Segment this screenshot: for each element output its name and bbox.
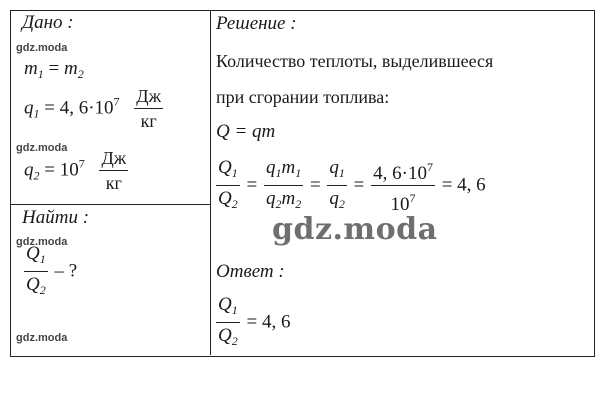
heat-formula: Q = qm (216, 121, 276, 142)
find-expression (22, 243, 77, 301)
sub: 2 (33, 168, 40, 183)
find-fraction (24, 243, 48, 301)
fraction-q1m1-q2m2: $\frac{q_1m_1}{q_2m_2}$ (265, 157, 302, 211)
unit-fraction (99, 148, 128, 194)
answer-fraction: $\frac{Q_1}{Q_2}$ (218, 294, 238, 348)
given-find-divider (10, 204, 210, 205)
q1-exp: 7 (113, 94, 120, 109)
solution-heading: Решение : (216, 13, 297, 34)
sub: 1 (39, 252, 46, 266)
fraction-q1-q2: $\frac{q_1}{q_2}$ (329, 157, 345, 211)
unit-num: Дж (134, 86, 163, 109)
var-m: m (63, 58, 78, 79)
q2-exp: 7 (78, 156, 85, 171)
watermark-big: gdz.moda (272, 212, 438, 247)
chain-result: = 4, 6 (441, 174, 486, 196)
sub: 1 (37, 67, 44, 81)
unit-den: кг (105, 173, 122, 193)
answer-value: = 4, 6 (246, 311, 291, 333)
var-Q: Q (26, 243, 40, 264)
solution-text-line1: Количество теплоты, выделившееся (216, 51, 494, 71)
fraction-numeric: $\frac{4, 6\cdot 10^7}{10^7}$ (371, 157, 435, 215)
given-q2: $q_2 = 10^7$ $\frac{Дж}{кг}$ (24, 148, 127, 193)
find-suffix: – ? (54, 260, 78, 282)
watermark-small: gdz.moda (16, 236, 68, 248)
q2-value: 10 (59, 159, 79, 181)
watermark-small: gdz.moda (16, 42, 68, 54)
unit-fraction (134, 86, 163, 132)
watermark-small: gdz.moda (16, 142, 68, 154)
answer-heading: Ответ : (216, 261, 285, 282)
unit-num: Дж (99, 148, 128, 171)
solution-text-line2: при сгорании топлива: (216, 87, 390, 107)
given-mass-equality: $m_1 = m_2$ (24, 58, 84, 81)
sub: 2 (39, 283, 46, 297)
watermark-small: gdz.moda (16, 332, 68, 344)
sub: 2 (77, 67, 84, 81)
ratio-chain: $\frac{Q_1}{Q_2}$ = $\frac{q_1m_1}{q_2m_2}$ = $\frac{q_1}{q_2}$ = $\frac{4, 6\cdot 10^7}{10^7}$ = 4, 6 (218, 157, 486, 215)
sub: 1 (33, 106, 40, 121)
given-q1: $q_1 = 4$, $6\cdot 10^7$ $\frac{Дж}{кг}$ (24, 86, 162, 131)
find-heading: Найти : (22, 207, 90, 228)
unit-den: кг (140, 111, 157, 131)
answer-expression (214, 294, 290, 352)
fraction-Q1-Q2: $\frac{Q_1}{Q_2}$ (218, 157, 238, 211)
given-heading: Дано : (22, 12, 74, 33)
var-Q: Q (26, 274, 40, 295)
var-q: q (24, 159, 34, 181)
var-q: q (24, 97, 34, 119)
column-divider (210, 10, 211, 355)
q1-value: 4, 6·10 (59, 97, 114, 119)
var-m: m (24, 58, 38, 79)
